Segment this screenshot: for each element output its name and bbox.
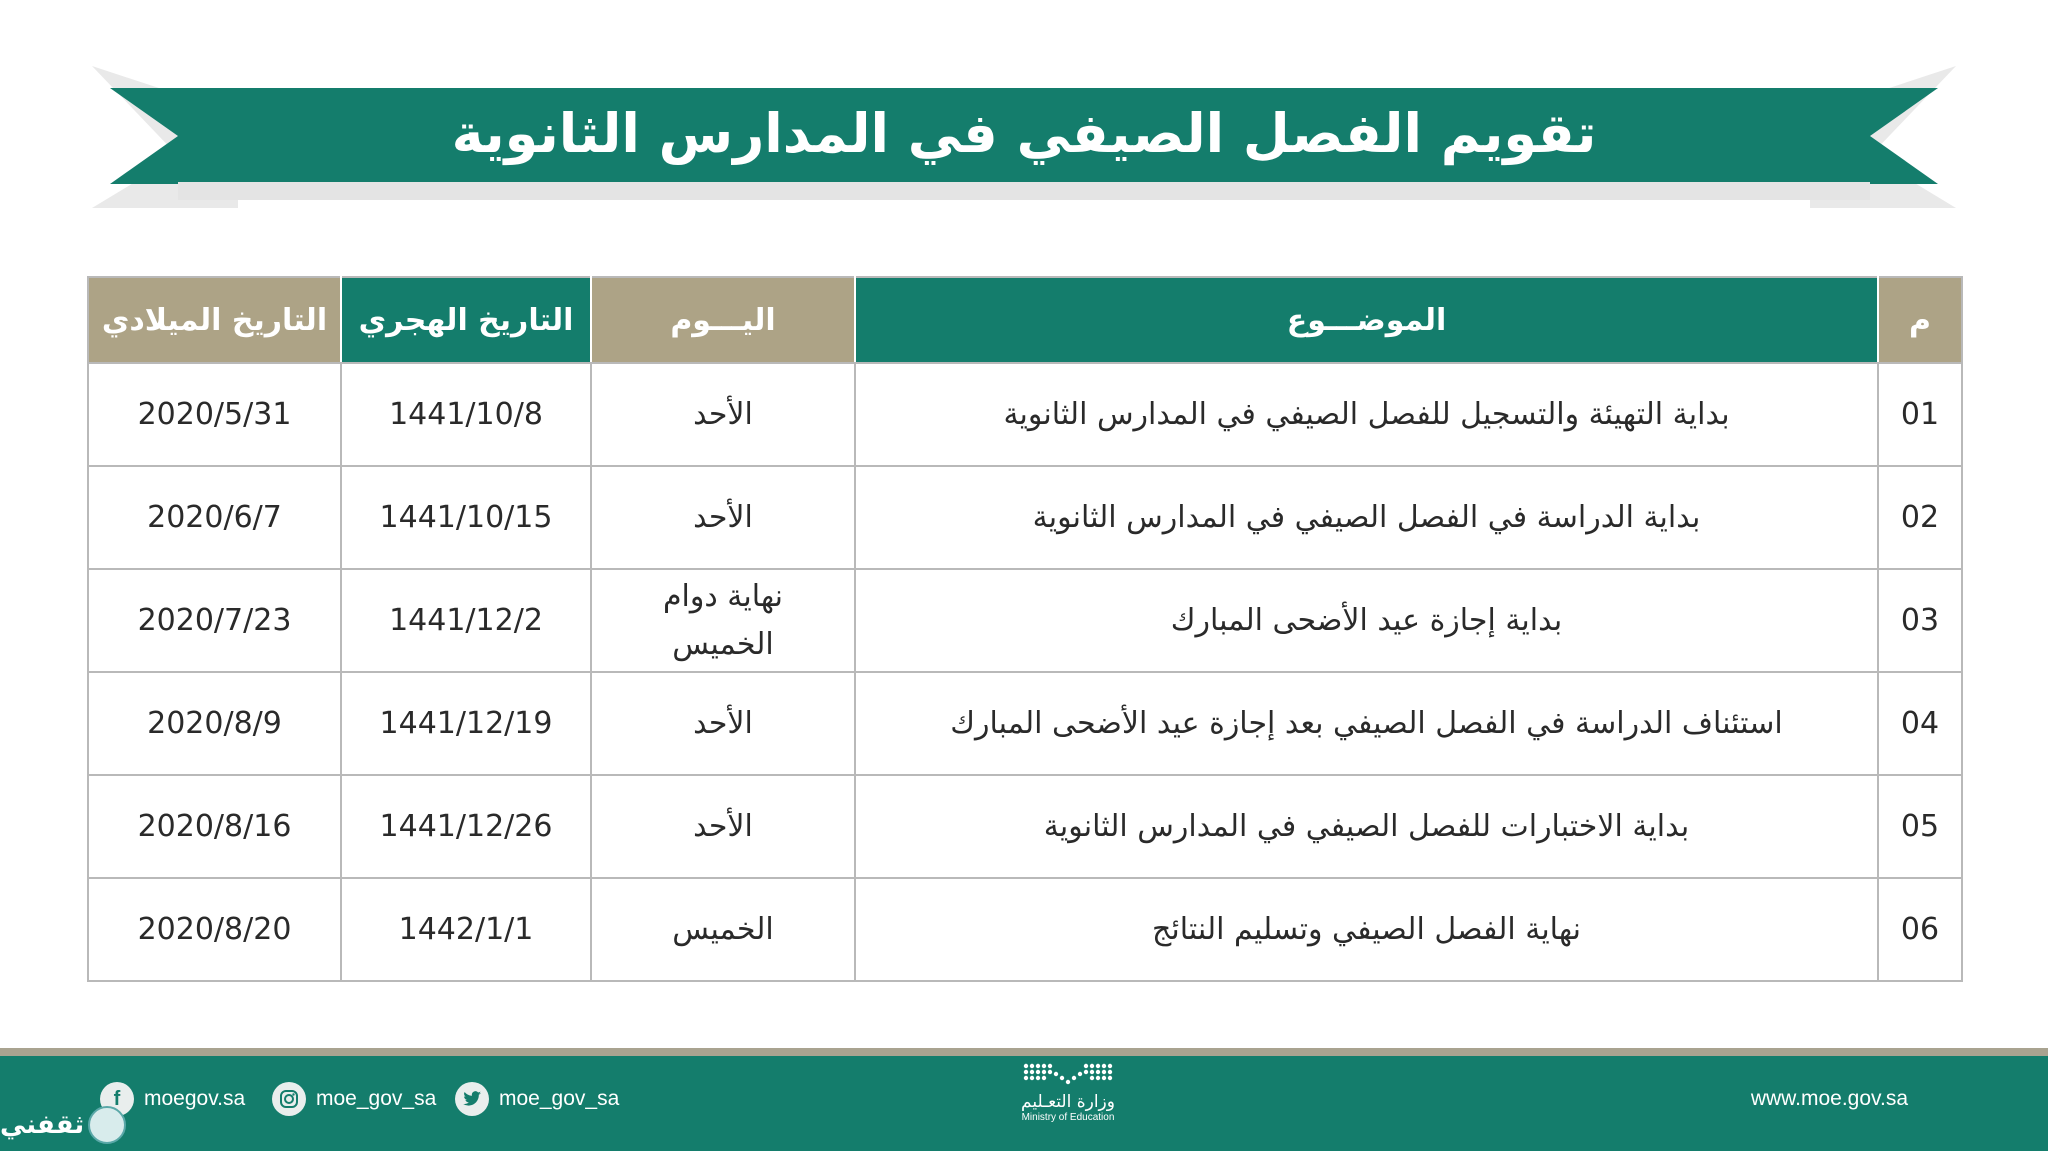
row-number: 05 xyxy=(1878,775,1962,878)
row-gregorian-date: 2020/8/9 xyxy=(88,672,341,775)
twitter-icon xyxy=(455,1082,489,1116)
facebook-handle: moegov.sa xyxy=(144,1087,246,1110)
header-hijri-date: التاريخ الهجري xyxy=(341,277,591,363)
row-hijri-date: 1441/10/15 xyxy=(341,466,591,569)
row-day: الخميس xyxy=(591,878,855,981)
ministry-logo-icon xyxy=(1020,1060,1116,1090)
row-hijri-date: 1441/10/8 xyxy=(341,363,591,466)
row-number: 02 xyxy=(1878,466,1962,569)
instagram-handle: moe_gov_sa xyxy=(316,1087,437,1110)
row-day: نهاية دوام الخميس xyxy=(591,569,855,672)
row-topic: استئناف الدراسة في الفصل الصيفي بعد إجازة عيد الأضحى المبارك xyxy=(855,672,1878,775)
row-topic: بداية الدراسة في الفصل الصيفي في المدارس الثانوية xyxy=(855,466,1878,569)
ministry-logo xyxy=(968,1060,1168,1123)
table-row xyxy=(88,363,1962,466)
facebook-icon: f xyxy=(100,1082,134,1116)
watermark-text: ثقفني xyxy=(0,1110,85,1140)
watermark xyxy=(0,1106,126,1144)
header-topic: الموضـــوع xyxy=(855,277,1878,363)
row-number: 06 xyxy=(1878,878,1962,981)
calendar-table xyxy=(87,276,1963,982)
row-day: الأحد xyxy=(591,672,855,775)
row-number: 01 xyxy=(1878,363,1962,466)
row-gregorian-date: 2020/6/7 xyxy=(88,466,341,569)
ministry-name-en: Ministry of Education xyxy=(1021,1112,1115,1123)
table-row xyxy=(88,466,1962,569)
website-link[interactable]: www.moe.gov.sa xyxy=(1750,1087,1908,1110)
row-hijri-date: 1442/1/1 xyxy=(341,878,591,981)
row-gregorian-date: 2020/5/31 xyxy=(88,363,341,466)
instagram-link[interactable] xyxy=(272,1082,436,1116)
row-hijri-date: 1441/12/19 xyxy=(341,672,591,775)
watermark-logo-icon xyxy=(88,1106,126,1144)
row-day: الأحد xyxy=(591,466,855,569)
header-gregorian-date: التاريخ الميلادي xyxy=(88,277,341,363)
row-number: 03 xyxy=(1878,569,1962,672)
instagram-icon xyxy=(272,1082,306,1116)
row-topic: بداية الاختبارات للفصل الصيفي في المدارس الثانوية xyxy=(855,775,1878,878)
footer-divider xyxy=(0,1048,2048,1056)
table-row xyxy=(88,775,1962,878)
row-topic: نهاية الفصل الصيفي وتسليم النتائج xyxy=(855,878,1878,981)
row-topic: بداية التهيئة والتسجيل للفصل الصيفي في المدارس الثانوية xyxy=(855,363,1878,466)
row-topic: بداية إجازة عيد الأضحى المبارك xyxy=(855,569,1878,672)
row-number: 04 xyxy=(1878,672,1962,775)
row-hijri-date: 1441/12/26 xyxy=(341,775,591,878)
header-day: اليـــوم xyxy=(591,277,855,363)
footer xyxy=(0,1056,2048,1151)
row-day: الأحد xyxy=(591,775,855,878)
twitter-link[interactable] xyxy=(455,1082,619,1116)
table-header-row xyxy=(88,277,1962,363)
page-title: تقويم الفصل الصيفي في المدارس الثانوية xyxy=(451,101,1597,165)
header-num: م xyxy=(1878,277,1962,363)
table-row xyxy=(88,878,1962,981)
row-day: الأحد xyxy=(591,363,855,466)
title-banner xyxy=(88,58,1960,208)
row-hijri-date: 1441/12/2 xyxy=(341,569,591,672)
table-row xyxy=(88,569,1962,672)
row-gregorian-date: 2020/7/23 xyxy=(88,569,341,672)
row-gregorian-date: 2020/8/16 xyxy=(88,775,341,878)
table-row xyxy=(88,672,1962,775)
twitter-handle: moe_gov_sa xyxy=(499,1087,620,1110)
ministry-name-ar: وزارة التعـليم xyxy=(1021,1092,1115,1112)
row-gregorian-date: 2020/8/20 xyxy=(88,878,341,981)
